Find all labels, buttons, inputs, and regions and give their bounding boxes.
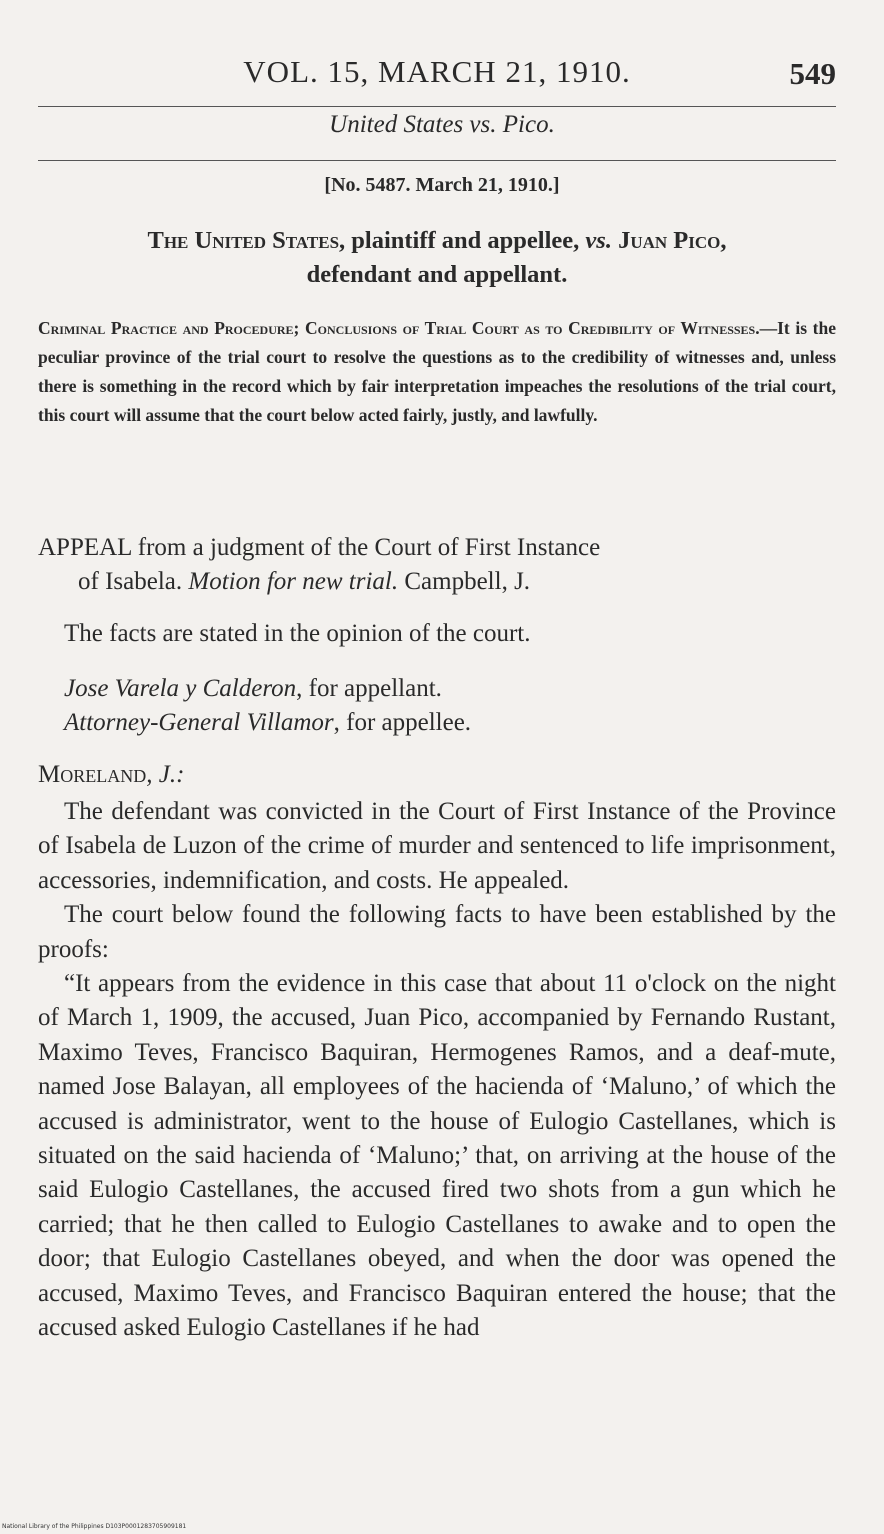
appellee-counsel-name: Attorney-General Villamor — [64, 709, 334, 736]
appeal-statement — [38, 531, 836, 599]
defendant-name: Juan Pico — [611, 227, 721, 254]
versus: vs. — [585, 227, 612, 254]
opinion-paragraph: The court below found the following facts to have been established by the proofs: — [38, 901, 836, 963]
page-number: 549 — [789, 56, 836, 91]
case-short-title: United States vs. Pico. — [329, 111, 555, 138]
judge-name: Moreland — [38, 761, 147, 788]
syllabus-body: —It is the peculiar province of the trial court to resolve the questions as to the credibility of witnesses and, unless there is something in the record which by fair interpretation impeaches the resolutions of the trial court, this court will assume that the court below acted fairly, justly, and lawfully. — [38, 318, 836, 425]
counsel-list — [38, 672, 836, 740]
running-head — [38, 54, 836, 98]
appellee-counsel-role: , for appellee. — [333, 709, 472, 736]
appellant-counsel-role: , for appellant. — [296, 675, 442, 702]
syllabus — [38, 314, 836, 430]
opinion-text — [38, 795, 836, 1346]
appeal-motion: Motion for new trial. — [188, 568, 399, 595]
counsel-appellee — [64, 706, 836, 740]
counsel-appellant — [64, 672, 836, 706]
opinion-paragraph: “It appears from the evidence in this case that about 11 o'clock on the night of March 1, 1909, the accused, Juan Pico, accompanied by Fernando Rustant, Maximo Teves, Francisco Baquiran, Hermogenes Ramos, and a deaf-mute, named Jose Balayan, all employees of the hacienda of ‘Maluno,’ of which the accused is administrator, went to the house of Eulogio Castellanes, which is situated on the said hacienda of ‘Maluno;’ that, on arriving at the house of the said Eulogio Castellanes, the accused fired two shots from a gun which he carried; that he then called to Eulogio Castellanes to awake and to open the door; that Eulogio Castellanes obeyed, and when the door was opened the accused, Maximo Teves, and Francisco Baquiran entered the house; that the accused asked Eulogio Castellanes if he had — [38, 970, 836, 1342]
case-caption — [38, 224, 836, 292]
appeal-court: of Isabela. — [78, 568, 189, 595]
caption-line-2: defendant and appellant. — [306, 261, 568, 288]
opinion-author — [38, 758, 836, 792]
defendant-role: , — [720, 227, 727, 254]
appellant-counsel-name: Jose Varela y Calderon — [64, 675, 297, 702]
header-rule — [38, 106, 836, 107]
appeal-line-2 — [38, 565, 836, 599]
running-title: VOL. 15, MARCH 21, 1910. — [243, 54, 631, 89]
docket-line: [No. 5487. March 21, 1910.] — [324, 174, 560, 196]
judge-suffix: , J.: — [146, 761, 185, 788]
syllabus-heading: Criminal Practice and Procedure; Conclusions of Trial Court as to Credibility of Witnesses. — [38, 318, 760, 338]
plaintiff-name: The United States — [147, 227, 340, 254]
appeal-line-1: APPEAL from a judgment of the Court of First Instance — [38, 534, 601, 561]
subheader-rule — [38, 160, 836, 161]
appeal-judge: Campbell, J. — [398, 568, 531, 595]
facts-statement: The facts are stated in the opinion of the court. — [64, 620, 531, 647]
opinion-paragraph: The defendant was convicted in the Court of First Instance of the Province of Isabela de Luzon of the crime of murder and sentenced to life imprisonment, accessories, indemnification, and costs. He appealed. — [38, 798, 836, 894]
library-footer: National Library of the Philippines D103P0001283705909181 — [2, 1523, 187, 1530]
plaintiff-role: , plaintiff and appellee, — [339, 227, 586, 254]
